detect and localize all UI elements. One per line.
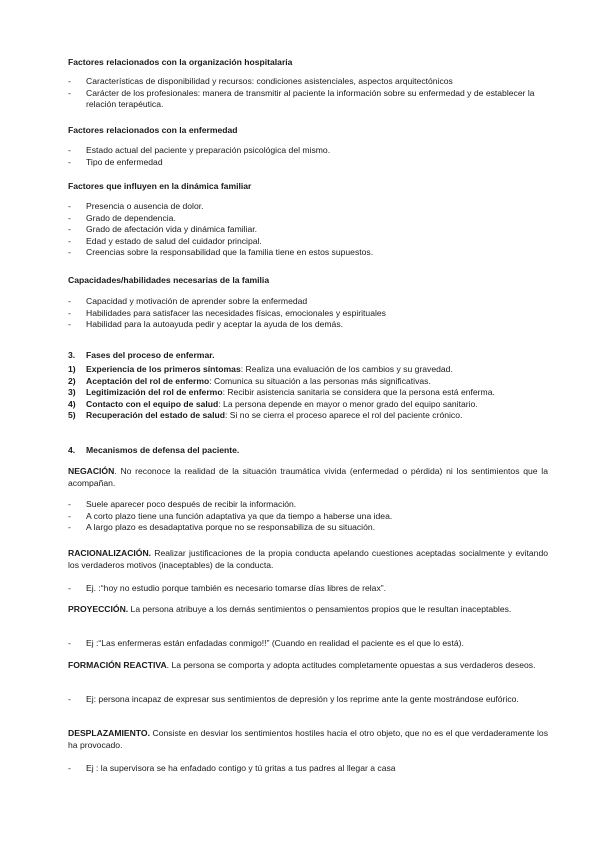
list-fases xyxy=(68,364,548,422)
list-item: - Creencias sobre la responsabilidad que la familia tiene en estos supuestos. xyxy=(68,247,548,259)
item-number: 5) xyxy=(68,410,76,421)
list-item: - Ej : la supervisora se ha enfadado contigo y tú gritas a tus padres al llegar a casa xyxy=(68,763,548,775)
list-item: - Capacidad y motivación de aprender sobre la enfermedad xyxy=(68,296,548,308)
paragraph-formacion-reactiva xyxy=(68,660,548,672)
list-proyeccion xyxy=(68,638,548,650)
paragraph-proyeccion xyxy=(68,604,548,616)
list-item: - A corto plazo tiene una función adaptativa ya que da tiempo a haberse una idea. xyxy=(68,511,548,523)
list-item xyxy=(68,410,548,422)
item-term: Experiencia de los primeros síntomas xyxy=(86,364,241,374)
item-term: Legitimización del rol de enfermo xyxy=(86,387,223,398)
list-item: - Carácter de los profesionales: manera de transmitir al paciente la información sobre su enfermedad y de establecer la relación terapéutica. xyxy=(68,88,548,111)
item-text: : Comunica su situación a las personas más significativas. xyxy=(209,375,431,386)
list-desplazamiento xyxy=(68,763,548,775)
section-number: 4. xyxy=(68,445,76,455)
list-racionalizacion xyxy=(68,583,548,595)
item-number: 1) xyxy=(68,364,76,374)
item-term: Contacto con el equipo de salud xyxy=(86,398,219,409)
list-item: - Estado actual del paciente y preparación psicológica del mismo. xyxy=(68,145,548,157)
paragraph-text: . La persona se comporta y adopta actitudes completamente opuestas a sus verdaderos deseos. xyxy=(166,660,536,670)
paragraph-text: La persona atribuye a los demás sentimientos o pensamientos propios que le resultan inaceptables. xyxy=(128,604,512,614)
list-item: - Grado de afectación vida y dinámica familiar. xyxy=(68,224,548,236)
list-item xyxy=(68,399,548,411)
term-negacion: NEGACIÓN xyxy=(68,466,115,476)
list-item: - Ej :“Las enfermeras están enfadadas conmigo!!” (Cuando en realidad el paciente es el que lo está). xyxy=(68,638,548,650)
list-item xyxy=(68,387,548,399)
list-item: - Habilidades para satisfacer las necesidades físicas, emocionales y espirituales xyxy=(68,308,548,320)
list-item: - Grado de dependencia. xyxy=(68,213,548,225)
heading-mecanismos-defensa xyxy=(68,445,548,457)
list-item: - A largo plazo es desadaptativa porque no se responsabiliza de su situación. xyxy=(68,522,548,534)
list-item: - Ej. :“hoy no estudio porque también es necesario tomarse días libres de relax”. xyxy=(68,583,548,595)
paragraph-desplazamiento xyxy=(68,728,548,751)
list-capacidades xyxy=(68,296,548,331)
list-enfermedad xyxy=(68,145,548,168)
paragraph-negacion xyxy=(68,466,548,489)
list-dinamica-familiar xyxy=(68,201,548,259)
list-item: - Tipo de enfermedad xyxy=(68,157,548,169)
list-organizacion xyxy=(68,76,548,111)
list-item: - Edad y estado de salud del cuidador principal. xyxy=(68,236,548,248)
term-formacion-reactiva: FORMACIÓN REACTIVA xyxy=(68,660,167,670)
list-item xyxy=(68,376,548,388)
list-item: - Habilidad para la autoayuda pedir y aceptar la ayuda de los demás. xyxy=(68,319,548,331)
list-negacion xyxy=(68,499,548,534)
paragraph-text: Consiste en desviar los sentimientos hostiles hacia el otro objeto, que no es el que verdaderamente los ha provocado. xyxy=(68,728,548,750)
list-item xyxy=(68,364,548,376)
term-racionalizacion: RACIONALIZACIÓN. xyxy=(68,548,152,558)
section-title: Fases del proceso de enfermar. xyxy=(86,350,215,360)
heading-dinamica-familiar: Factores que influyen en la dinámica familiar xyxy=(68,181,252,191)
heading-organizacion-hospitalaria: Factores relacionados con la organización hospitalaria xyxy=(68,57,293,67)
item-term: Recuperación del estado de salud xyxy=(86,410,225,421)
heading-capacidades-familia: Capacidades/habilidades necesarias de la familia xyxy=(68,275,270,285)
section-number: 3. xyxy=(68,350,76,360)
list-item: - Suele aparecer poco después de recibir la información. xyxy=(68,499,548,511)
item-number: 3) xyxy=(68,387,76,398)
list-item: - Características de disponibilidad y recursos: condiciones asistenciales, aspectos arquitectónicos xyxy=(68,76,548,88)
section-title: Mecanismos de defensa del paciente. xyxy=(86,445,240,455)
item-number: 4) xyxy=(68,398,76,409)
item-text: : Si no se cierra el proceso aparece el rol del paciente crónico. xyxy=(224,410,463,421)
list-item: - Presencia o ausencia de dolor. xyxy=(68,201,548,213)
term-proyeccion: PROYECCIÓN. xyxy=(68,604,129,614)
heading-enfermedad: Factores relacionados con la enfermedad xyxy=(68,125,238,135)
heading-fases-proceso xyxy=(68,350,548,362)
item-text: : Recibir asistencia sanitaria se considera que la persona está enferma. xyxy=(222,387,495,398)
paragraph-racionalizacion xyxy=(68,548,548,571)
item-term: Aceptación del rol de enfermo xyxy=(86,375,210,386)
paragraph-text: Realizar justificaciones de la propia conducta apelando cuestiones aceptadas socialmente y evitando los verdaderos motivos (inaceptables) de la conducta. xyxy=(68,548,548,570)
item-number: 2) xyxy=(68,375,76,386)
paragraph-text: . No reconoce la realidad de la situación traumática vivida (enfermedad o pérdida) ni los sentimientos que la acompañan. xyxy=(68,466,548,488)
term-desplazamiento: DESPLAZAMIENTO. xyxy=(68,728,150,738)
item-text: : La persona depende en mayor o menor grado del equipo sanitario. xyxy=(218,398,478,409)
item-text: : Realiza una evaluación de los cambios y su gravedad. xyxy=(240,364,453,374)
list-item: - Ej: persona incapaz de expresar sus sentimientos de depresión y los reprime ante la gente mostrándose eufórico. xyxy=(68,694,548,706)
list-formacion-reactiva xyxy=(68,694,548,706)
